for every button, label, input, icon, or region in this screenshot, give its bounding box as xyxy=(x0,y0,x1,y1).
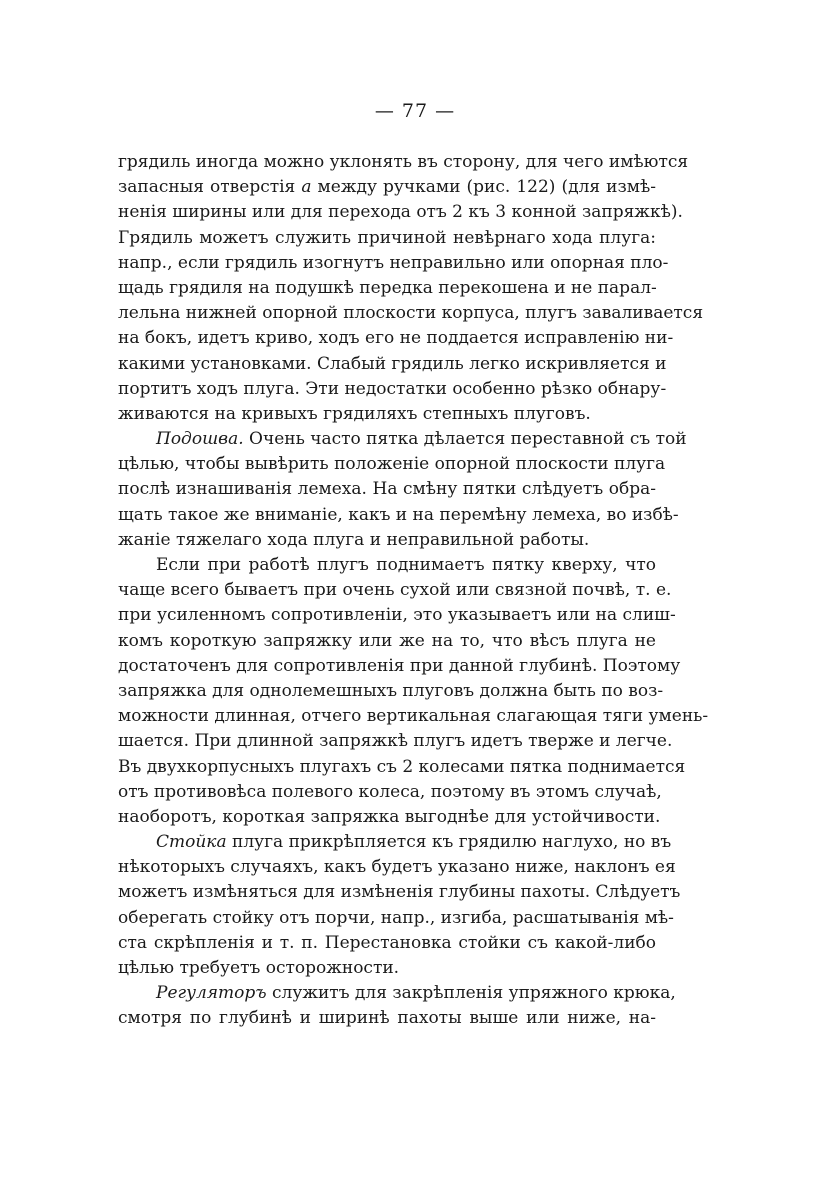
text-run: Въ двухкорпусныхъ плугахъ съ 2 колесами пятка поднимается xyxy=(118,756,686,777)
text-run: цѣлью, чтобы вывѣрить положеніе опорной плоскости плуга xyxy=(118,454,666,475)
text-run: Очень часто пятка дѣлается переставной съ той xyxy=(243,429,687,450)
text-run: отъ противовѣса полевого колеса, поэтому въ этомъ случаѣ, xyxy=(118,781,662,802)
text-line xyxy=(118,956,656,981)
text-run: чаще всего бываетъ при очень сухой или связной почвѣ, т. е. xyxy=(118,580,672,601)
text-run: цѣлью требуетъ осторожности. xyxy=(118,958,400,978)
text-run: на бокъ, идетъ криво, ходъ его не поддается исправленію ни- xyxy=(118,328,674,349)
text-line xyxy=(118,830,672,855)
text-line xyxy=(118,603,676,628)
text-run: щадь грядиля на подушкѣ передка перекошена и не парал- xyxy=(118,277,657,298)
text-line xyxy=(118,1006,656,1031)
text-line xyxy=(118,906,674,931)
text-line xyxy=(118,503,679,528)
text-line xyxy=(118,226,656,251)
text-line xyxy=(118,175,656,200)
text-run: шается. При длинной запряжкѣ плугъ идетъ тверже и легче. xyxy=(118,731,673,752)
text-line xyxy=(118,326,674,351)
text-run: ста скрѣпленія и т. п. Перестановка стойки съ какой-либо xyxy=(118,932,656,953)
text-line xyxy=(118,855,676,880)
text-run: грядиль иногда можно уклонять въ сторону, для чего имѣются xyxy=(118,152,689,172)
text-run: Грядиль можетъ служить причиной невѣрнаго хода плуга: xyxy=(118,227,656,248)
text-line xyxy=(118,377,667,402)
text-line xyxy=(118,301,704,326)
text-run: можетъ измѣняться для измѣненія глубины пахоты. Слѣдуетъ xyxy=(118,882,681,903)
text-run: запряжка для однолемешныхъ плуговъ должна быть по воз- xyxy=(118,680,664,701)
text-run: смотря по глубинѣ и ширинѣ пахоты выше или ниже, на- xyxy=(118,1008,656,1029)
text-line xyxy=(118,477,656,502)
body-text xyxy=(118,150,709,1032)
italic-term: Стойка xyxy=(156,832,227,853)
text-run: какими установками. Слабый грядиль легко искривляется и xyxy=(118,353,667,374)
text-line xyxy=(118,402,656,427)
text-line xyxy=(118,629,656,654)
text-run: между ручками (рис. 122) (для измѣ- xyxy=(311,177,656,198)
text-run: Если при работѣ плугъ поднимаетъ пятку кверху, что xyxy=(156,555,656,575)
text-line xyxy=(118,553,656,578)
text-line xyxy=(118,352,667,377)
text-line xyxy=(118,654,681,679)
text-line xyxy=(118,780,662,805)
page-number: — 77 — xyxy=(374,100,456,122)
italic-term: а xyxy=(301,177,312,198)
text-run: живаются на кривыхъ грядиляхъ степныхъ плуговъ. xyxy=(118,403,591,424)
italic-term: Подошва. xyxy=(156,429,244,450)
text-line xyxy=(118,200,683,225)
text-line xyxy=(118,931,656,956)
text-run: лельна нижней опорной плоскости корпуса, плугъ заваливается xyxy=(118,303,704,324)
text-run: нѣкоторыхъ случаяхъ, какъ будетъ указано ниже, наклонъ ея xyxy=(118,857,676,878)
text-run: портитъ ходъ плуга. Эти недостатки особенно рѣзко обнару- xyxy=(118,378,667,399)
text-run: служитъ для закрѣпленія упряжного крюка, xyxy=(266,983,676,1004)
text-line xyxy=(118,704,709,729)
text-line xyxy=(118,251,669,276)
text-run: запасныя отверстія xyxy=(118,177,302,198)
text-run: комъ короткую запряжку или же на то, что вѣсъ плуга не xyxy=(118,630,656,651)
text-line xyxy=(118,880,681,905)
text-line xyxy=(118,729,673,754)
text-run: достаточенъ для сопротивленія при данной глубинѣ. Поэтому xyxy=(118,655,681,676)
text-run: при усиленномъ сопротивленіи, это указываетъ или на слиш- xyxy=(118,605,676,626)
text-run: послѣ изнашиванія лемеха. На смѣну пятки слѣдуетъ обра- xyxy=(118,479,656,500)
text-run: щать такое же вниманіе, какъ и на перемѣну лемеха, во избѣ- xyxy=(118,504,679,525)
text-run: оберегать стойку отъ порчи, напр., изгиба, расшатыванія мѣ- xyxy=(118,907,674,928)
text-run: можности длинная, отчего вертикальная слагающая тяги умень- xyxy=(118,706,709,727)
italic-term: Регуляторъ xyxy=(156,983,267,1004)
text-line xyxy=(118,276,656,301)
text-line xyxy=(118,679,664,704)
text-run: наоборотъ, короткая запряжка выгоднѣе для устойчивости. xyxy=(118,806,661,827)
text-line xyxy=(118,452,666,477)
text-line xyxy=(118,981,676,1006)
text-line xyxy=(118,755,686,780)
text-line xyxy=(118,150,689,175)
text-line xyxy=(118,805,661,830)
text-run: напр., если грядиль изогнутъ неправильно или опорная пло- xyxy=(118,252,669,273)
text-line xyxy=(118,578,672,603)
text-run: плуга прикрѣпляется къ грядилю наглухо, но въ xyxy=(226,832,672,853)
text-line xyxy=(118,528,656,553)
text-run: ненія ширины или для перехода отъ 2 къ 3 конной запряжкѣ). xyxy=(118,202,683,223)
text-line xyxy=(118,427,687,452)
text-run: жаніе тяжелаго хода плуга и неправильной работы. xyxy=(118,529,590,550)
